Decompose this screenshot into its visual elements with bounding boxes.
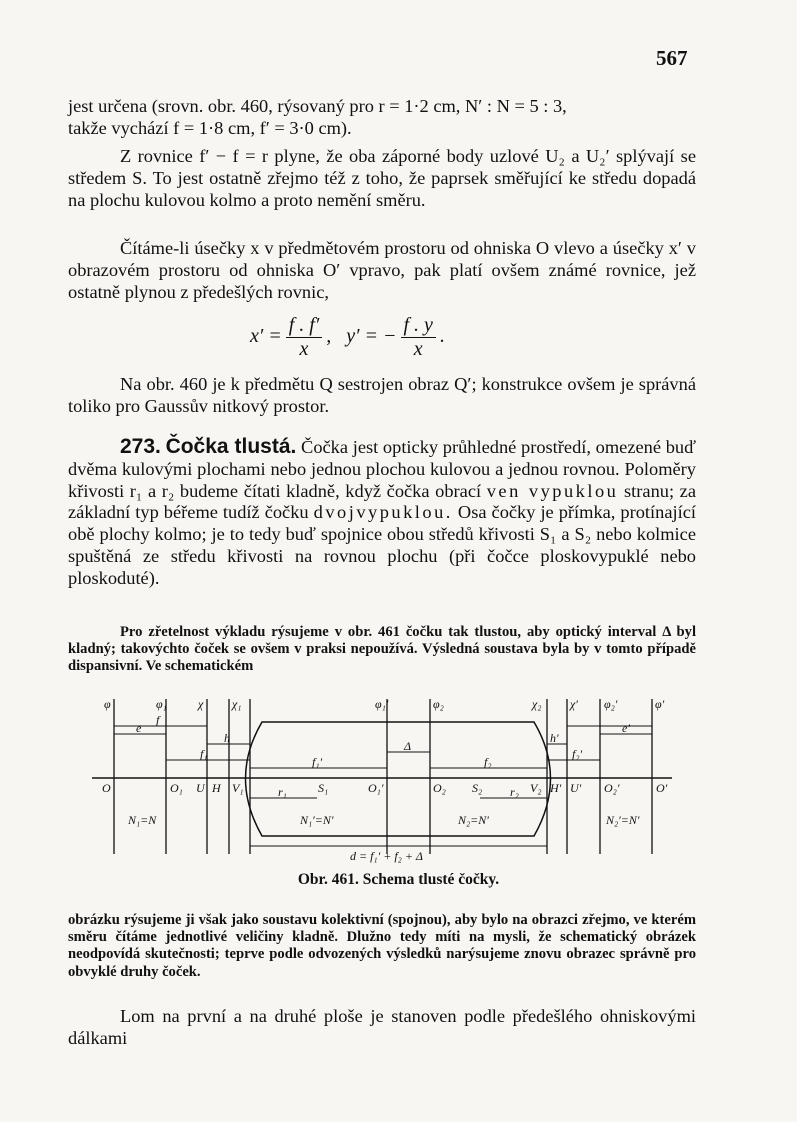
paragraph-nodal-points: Z rovnice f′ − f = r plyne, že oba záporné body uzlové U₂ a U₂′ splývají se středem S. To jest ostatně zřejmo též z toho, že paprsek směřující ke středu dopadá na plochu kulovou kolmo a proto nemění směru. <box>68 146 696 210</box>
dim-delta: Δ <box>404 739 412 753</box>
label-chi1: χ₁ <box>232 697 242 711</box>
figure-caption: Obr. 461. Schema tlusté čočky. <box>297 871 500 888</box>
formula-lhs1: x′ = <box>250 325 282 348</box>
point-O1: O₁ <box>170 781 183 795</box>
formula-num2: f . y <box>401 314 436 338</box>
point-V1: V₁ <box>232 781 244 795</box>
point-V2: V₂ <box>530 781 542 795</box>
point-O1-prime: O₁′ <box>368 781 384 795</box>
point-O: O <box>102 781 111 795</box>
formula-den1: x <box>299 338 309 360</box>
thick-lens-schema <box>92 694 672 866</box>
point-H: H <box>212 781 221 795</box>
paragraph-intro-line2: takže vychází f = 1·8 cm, f′ = 3·0 cm). <box>68 117 352 138</box>
label-chi2: χ₂ <box>532 697 542 711</box>
point-U: U <box>196 781 205 795</box>
point-O2-prime: O₂′ <box>604 781 620 795</box>
point-O-prime: O′ <box>656 781 668 795</box>
paragraph-abscissae: Čítáme-li úsečky x v předmětovém prostoru od ohniska O vlevo a úsečky x′ v obrazovém prostoru od ohniska O′ vpravo, pak platí ovšem známé rovnice, jež ostatně plynou z předešlých rovnic, <box>68 238 696 302</box>
label-chi: χ <box>198 697 204 711</box>
dim-h-prime: h′ <box>550 731 559 745</box>
formula-num1: f . f′ <box>286 314 323 338</box>
lens-outline <box>246 722 551 836</box>
point-S2: S₂ <box>472 781 483 795</box>
dim-h: h <box>224 731 230 745</box>
section-number: 273. <box>120 435 161 458</box>
label-phi2-prime: φ₂′ <box>604 697 618 711</box>
dim-f2: f₂ <box>484 755 492 769</box>
section-emph-1: ven vypuklou <box>486 480 619 501</box>
section-text-3: Osa čočky je přímka, protínající obě plochy kolmo; je to tedy buď spojnice obou středů křivosti S₁ a S₂ nebo kolmice spuštěná ze středu křivosti na rovnou plochu (při čočce ploskovypuklé nebo ploskoduté). <box>68 502 696 588</box>
label-phi1: φ₁ <box>156 697 167 711</box>
label-phi-prime: φ′ <box>655 697 665 711</box>
formula-sep: , <box>326 325 332 348</box>
section-emph-2: dvojvypuklou. <box>313 502 453 523</box>
label-phi: φ <box>104 697 111 711</box>
nodal-N2: N₂=N′ <box>458 813 489 827</box>
paragraph-construction: Na obr. 460 je k předmětu Q sestrojen obraz Q′; konstrukce ovšem je správná toliko pro Gaussův nitkový prostor. <box>68 374 696 416</box>
small-print-1: Pro zřetelnost výkladu rýsujeme v obr. 461 čočku tak tlustou, aby optický interval Δ byl kladný; takovýchto čoček se ovšem v praksi nepoužívá. Výsledná soustava byla by v tomto případě dispansivní. Ve schematickém <box>68 624 696 675</box>
nodal-N2-prime: N₂′=N′ <box>606 813 640 827</box>
section-title: Čočka tlustá. <box>165 435 297 458</box>
small-print-2: obrázku rýsujeme ji však jako soustavu kolektivní (spojnou), aby bylo na obrazci zřejmo, ve kterém směru čítáme jednotlivé veličiny kladně. Dlužno tedy míti na mysli, že schematický obrázek neodpovídá skutečnosti; teprve podle odvozených výsledků narýsujeme znovu obrazec správně pro obvyklé druhy čoček. <box>68 912 696 980</box>
dim-f1: f₁ <box>200 747 208 761</box>
point-O2: O₂ <box>433 781 446 795</box>
dim-r2: r₂ <box>510 785 519 799</box>
nodal-N1: N₁=N <box>128 813 157 827</box>
nodal-N1-prime: N₁′=N′ <box>300 813 334 827</box>
dim-f1-prime: f₁′ <box>312 755 323 769</box>
formula-lhs2: y′ = − <box>346 325 397 348</box>
formula-end: . <box>439 325 445 348</box>
paragraph-refraction: Lom na první a na druhé ploše je stanoven podle předešlého ohniskovými dálkami <box>68 1006 696 1048</box>
section-text-2: stranu; za základní typ béřeme tudíž čočku <box>68 480 697 523</box>
section-273 <box>68 436 696 590</box>
dim-e-prime: e′ <box>622 721 630 735</box>
dim-r1: r₁ <box>278 785 287 799</box>
dim-f: f <box>156 713 160 727</box>
label-phi2: φ₂ <box>433 697 444 711</box>
point-S1: S₁ <box>318 781 329 795</box>
page-number: 567 <box>656 46 688 70</box>
dim-f2-prime: f₂′ <box>572 747 583 761</box>
label-phi1-prime: φ₁′ <box>375 697 389 711</box>
dim-e: e <box>136 721 142 735</box>
point-U-prime: U′ <box>570 781 582 795</box>
newton-formula <box>250 314 445 361</box>
label-chi-prime: χ′ <box>570 697 578 711</box>
formula-fraction2 <box>401 314 436 361</box>
lens-thickness: d = f₁′ + f₂ + Δ <box>350 849 423 863</box>
paragraph-intro-line1: jest určena (srovn. obr. 460, rýsovaný pro r = 1·2 cm, N′ : N = 5 : 3, <box>68 96 567 116</box>
formula-den2: x <box>413 338 423 360</box>
formula-fraction1 <box>286 314 323 361</box>
section-text-1: Čočka jest opticky průhledné prostředí, omezené buď dvěma kulovými plochami nebo jednou plochou kulovou a jednou rovnou. Poloměry křivosti r₁ a r₂ budeme čítati kladně, když čočka obrací <box>68 437 696 501</box>
paragraph-intro <box>68 96 696 140</box>
point-H-prime: H′ <box>550 781 562 795</box>
